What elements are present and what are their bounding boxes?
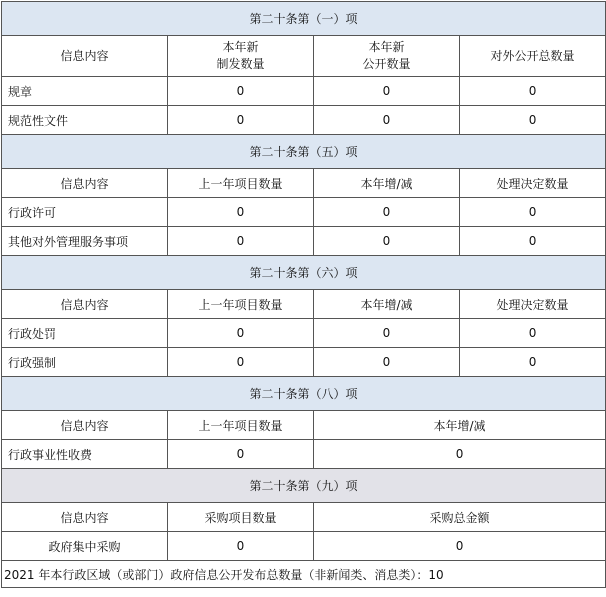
table-row <box>2 440 606 469</box>
section-title: 第二十条第（一）项 <box>2 2 606 36</box>
column-header-row <box>2 169 606 198</box>
column-header: 信息内容 <box>2 290 168 319</box>
table-row <box>2 319 606 348</box>
cell-value: 0 <box>168 440 314 469</box>
cell-value: 0 <box>168 319 314 348</box>
column-header-row <box>2 411 606 440</box>
cell-value: 0 <box>314 348 460 377</box>
column-header: 本年增/减 <box>314 290 460 319</box>
section-header-6 <box>2 256 606 290</box>
row-label: 规范性文件 <box>2 106 168 135</box>
row-label: 行政强制 <box>2 348 168 377</box>
cell-value: 0 <box>168 227 314 256</box>
table-row <box>2 532 606 561</box>
column-header: 本年增/减 <box>314 169 460 198</box>
cell-value: 0 <box>460 198 606 227</box>
cell-value: 0 <box>168 348 314 377</box>
cell-value: 0 <box>460 227 606 256</box>
column-header: 上一年项目数量 <box>168 411 314 440</box>
cell-value: 0 <box>168 77 314 106</box>
row-label: 行政处罚 <box>2 319 168 348</box>
column-header: 信息内容 <box>2 169 168 198</box>
disclosure-table <box>1 1 606 588</box>
cell-value: 0 <box>314 440 606 469</box>
table-row <box>2 227 606 256</box>
column-header-row <box>2 503 606 532</box>
table-row <box>2 77 606 106</box>
section-title: 第二十条第（六）项 <box>2 256 606 290</box>
column-header: 采购总金额 <box>314 503 606 532</box>
column-header-row <box>2 36 606 77</box>
cell-value: 0 <box>460 348 606 377</box>
column-header: 信息内容 <box>2 411 168 440</box>
column-header <box>168 36 314 77</box>
row-label: 规章 <box>2 77 168 106</box>
cell-value: 0 <box>460 106 606 135</box>
column-header: 处理决定数量 <box>460 290 606 319</box>
row-label: 行政事业性收费 <box>2 440 168 469</box>
column-header <box>314 36 460 77</box>
table-row <box>2 348 606 377</box>
column-header: 信息内容 <box>2 503 168 532</box>
footer-row <box>2 561 606 588</box>
cell-value: 0 <box>168 198 314 227</box>
table-row <box>2 198 606 227</box>
total-published-summary: 2021 年本行政区域（或部门）政府信息公开发布总数量（非新闻类、消息类）：10 <box>2 561 606 588</box>
row-label: 行政许可 <box>2 198 168 227</box>
cell-value: 0 <box>314 319 460 348</box>
section-header-1 <box>2 2 606 36</box>
column-header: 对外公开总数量 <box>460 36 606 77</box>
cell-value: 0 <box>314 106 460 135</box>
cell-value: 0 <box>168 532 314 561</box>
cell-value: 0 <box>314 77 460 106</box>
column-header-row <box>2 290 606 319</box>
row-label: 其他对外管理服务事项 <box>2 227 168 256</box>
column-header: 上一年项目数量 <box>168 169 314 198</box>
column-header: 本年增/减 <box>314 411 606 440</box>
cell-value: 0 <box>460 319 606 348</box>
column-header: 采购项目数量 <box>168 503 314 532</box>
column-header: 处理决定数量 <box>460 169 606 198</box>
section-header-8 <box>2 377 606 411</box>
section-title: 第二十条第（九）项 <box>2 469 606 503</box>
section-header-5 <box>2 135 606 169</box>
column-header: 信息内容 <box>2 36 168 77</box>
cell-value: 0 <box>314 227 460 256</box>
header-line: 公开数量 <box>362 57 411 71</box>
header-line: 制发数量 <box>216 57 265 71</box>
section-title: 第二十条第（五）项 <box>2 135 606 169</box>
header-line: 本年新 <box>368 40 405 54</box>
cell-value: 0 <box>314 532 606 561</box>
table-row <box>2 106 606 135</box>
header-line: 本年新 <box>222 40 259 54</box>
cell-value: 0 <box>314 198 460 227</box>
row-label: 政府集中采购 <box>2 532 168 561</box>
section-title: 第二十条第（八）项 <box>2 377 606 411</box>
cell-value: 0 <box>168 106 314 135</box>
cell-value: 0 <box>460 77 606 106</box>
column-header: 上一年项目数量 <box>168 290 314 319</box>
section-header-9 <box>2 469 606 503</box>
